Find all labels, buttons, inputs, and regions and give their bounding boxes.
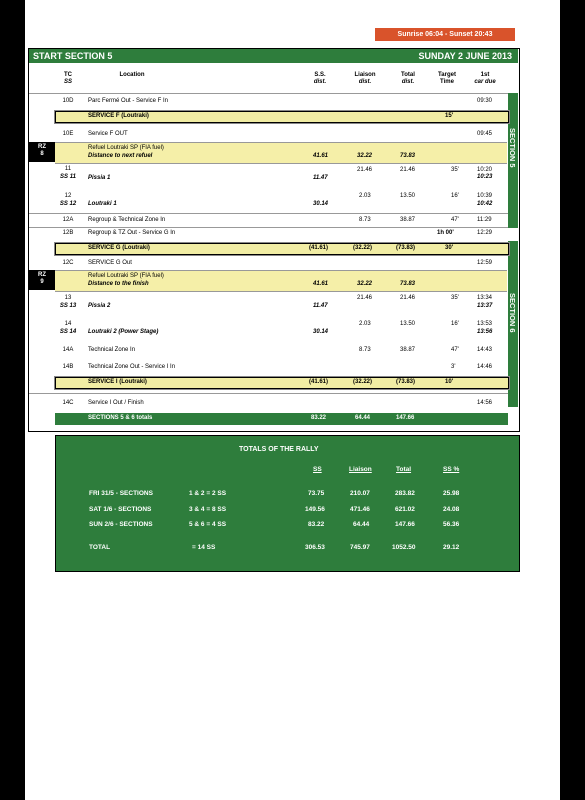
refuel-8-ss: 41.61 xyxy=(313,153,329,159)
sections-totals-label: SECTIONS 5 & 6 totals xyxy=(88,415,153,421)
rally-col-ss-percent: SS % xyxy=(443,466,460,473)
service-g-liaison: (32.22) xyxy=(353,245,373,251)
row-divider xyxy=(29,213,508,214)
sections-totals-liaison: 64.44 xyxy=(355,415,371,421)
service-i-target: 10' xyxy=(445,379,454,385)
col-first-car-due: 1st car due xyxy=(474,72,496,85)
rally-col-liaison: Liaison xyxy=(349,466,372,473)
refuel-8-location: Refuel Loutraki SP (FIA fuel) xyxy=(88,145,164,151)
section-date: SUNDAY 2 JUNE 2013 xyxy=(418,51,512,61)
service-i-total: (73.83) xyxy=(396,379,416,385)
service-f-target: 15' xyxy=(445,113,454,119)
section-header-bar xyxy=(29,49,518,63)
refuel-9-ss: 41.61 xyxy=(313,281,329,287)
col-location: Location xyxy=(119,72,145,78)
section-6-label: SECTION 6 xyxy=(508,293,517,333)
service-i-liaison: (32.22) xyxy=(353,379,373,385)
sunrise-sunset-badge: Sunrise 06:04 - Sunset 20:43 xyxy=(375,28,515,41)
col-total-dist: Total dist. xyxy=(401,72,415,85)
service-i-label: SERVICE I (Loutraki) xyxy=(88,379,147,385)
refuel-9-distance-label: Distance to the finish xyxy=(88,281,149,287)
sections-totals-ss: 83.22 xyxy=(311,415,327,421)
sections-totals-row xyxy=(55,413,508,425)
refuel-9-liaison: 32.22 xyxy=(357,281,373,287)
refuel-8-liaison: 32.22 xyxy=(357,153,373,159)
row-divider xyxy=(29,93,508,94)
rally-col-total: Total xyxy=(396,466,412,473)
rally-col-ss: SS xyxy=(313,466,322,473)
service-g-ss: (41.61) xyxy=(309,245,329,251)
row-divider xyxy=(29,227,508,228)
section-5-label: SECTION 5 xyxy=(508,128,517,168)
service-g-target: 30' xyxy=(445,245,454,251)
service-i-ss: (41.61) xyxy=(309,379,329,385)
col-ss-dist: S.S. dist. xyxy=(313,72,327,85)
section-title: START SECTION 5 xyxy=(33,51,113,61)
refuel-zone-8-badge: RZ 8 xyxy=(29,142,55,162)
refuel-zone-9-badge: RZ 9 xyxy=(29,270,55,290)
sections-totals-total: 147.66 xyxy=(396,415,415,421)
rally-totals-title: TOTALS OF THE RALLY xyxy=(239,446,319,453)
service-g-total: (73.83) xyxy=(396,245,416,251)
refuel-8-distance-label: Distance to next refuel xyxy=(88,153,153,159)
service-f-label: SERVICE F (Loutraki) xyxy=(88,113,149,119)
row-divider xyxy=(29,393,508,394)
col-liaison-dist: Liaison dist. xyxy=(354,72,376,85)
refuel-9-location: Refuel Loutraki SP (FIA fuel) xyxy=(88,273,164,279)
service-g-label: SERVICE G (Loutraki) xyxy=(88,245,150,251)
refuel-8-total: 73.83 xyxy=(400,153,416,159)
col-tc: TC SS xyxy=(63,72,72,85)
refuel-9-total: 73.83 xyxy=(400,281,416,287)
col-target-time: Target Time xyxy=(438,72,456,85)
timetable-frame xyxy=(28,48,520,432)
rally-totals-panel: TOTALS OF THE RALLY SS Liaison Total SS % FRI 31/5 - SECTIONS 1 & 2 = 2 SS 73.75 210.07 283.82 25.98 SAT 1/6 - SECTIONS 3 & 4 = 8 SS 149.56 471.46 621.02 24.08 SUN 2/6 - SECTIONS 5 & 6 = 4 SS 83.22 64.44 147.66 56.36 TOTAL = 14 SS 306.53 745.97 1052.50 29.12 xyxy=(55,435,520,572)
